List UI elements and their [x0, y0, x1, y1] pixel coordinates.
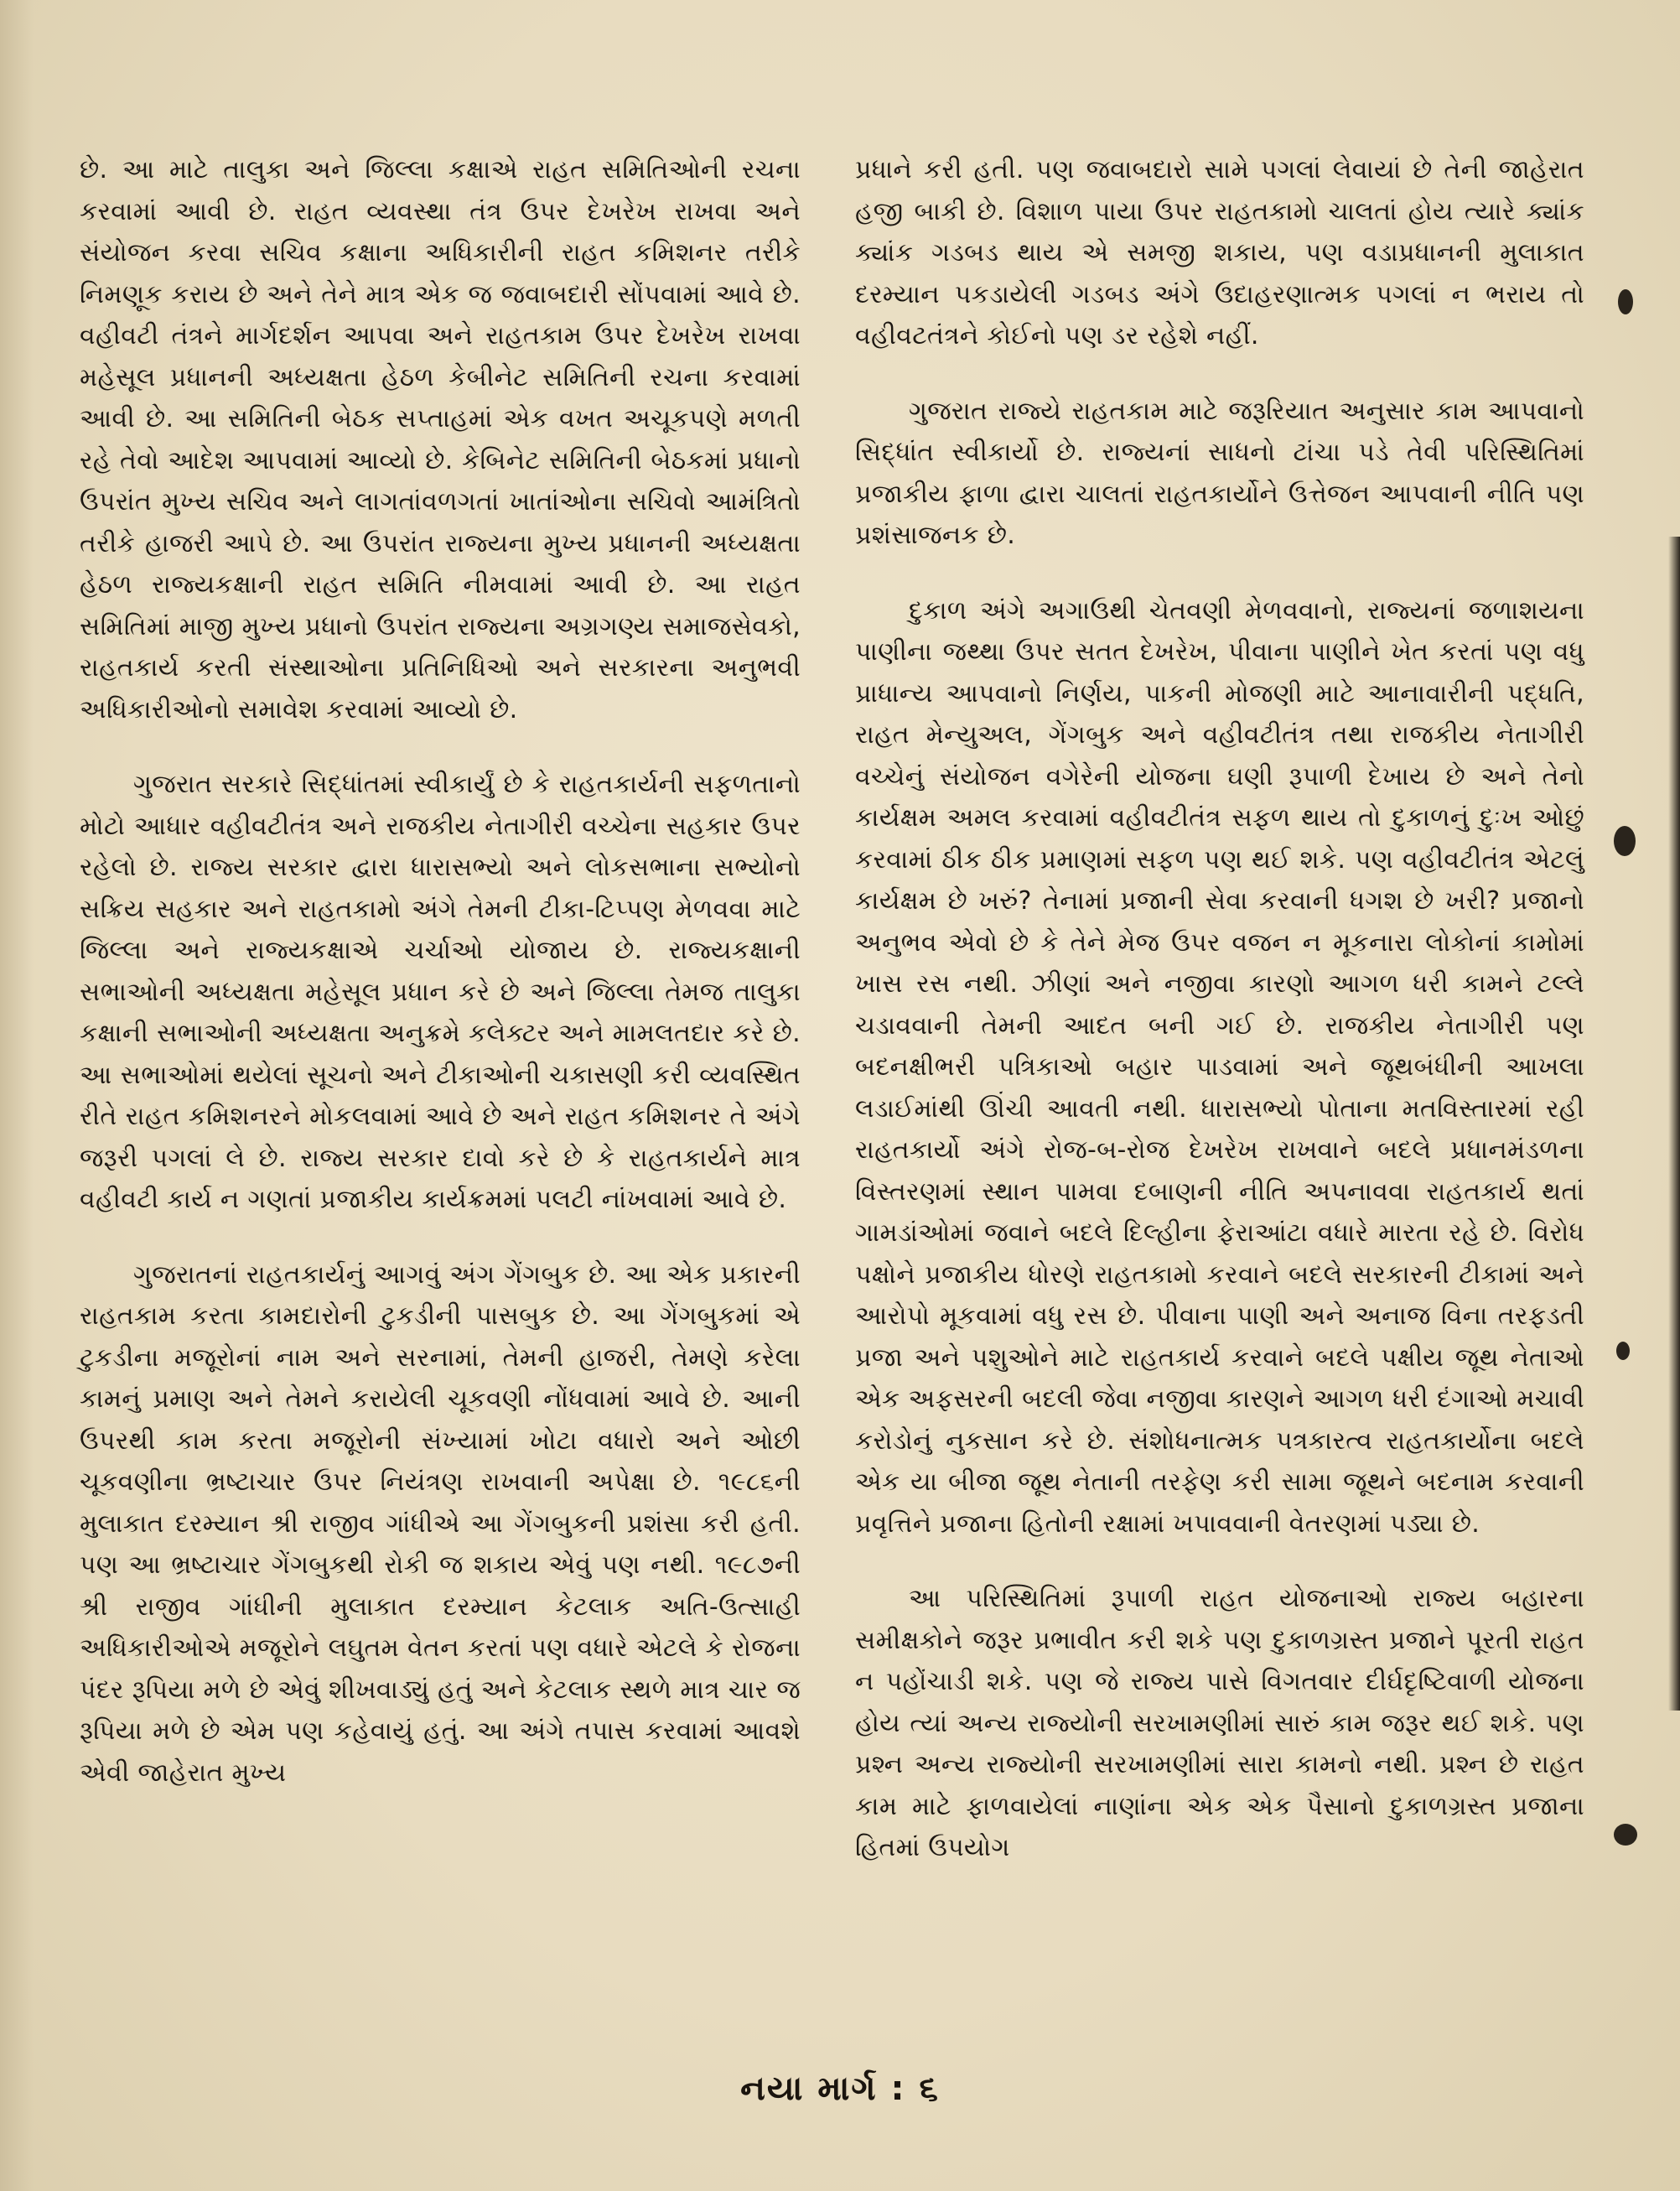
paragraph: છે. આ માટે તાલુકા અને જિલ્લા કક્ષાએ રાહત સમિતિઓની રચના કરવામાં આવી છે. રાહત વ્યવસ્થા તંત્ર ઉપર દેખરેખ રાખવા અને સંયોજન કરવા સચિવ કક્ષાના અધિકારીની રાહત કમિશનર તરીકે નિમણૂક કરાય છે અને તેને માત્ર એક જ જવાબદારી સોંપવામાં આવે છે. વહીવટી તંત્રને માર્ગદર્શન આપવા અને રાહતકામ ઉપર દેખરેખ રાખવા મહેસૂલ પ્રધાનની અધ્યક્ષતા હેઠળ કેબીનેટ સમિતિની રચના કરવામાં આવી છે. આ સમિતિની બેઠક સપ્તાહમાં એક વખત અચૂકપણે મળતી રહે તેવો આદેશ આપવામાં આવ્યો છે. કેબિનેટ સમિતિની બેઠકમાં પ્રધાનો ઉપરાંત મુખ્ય સચિવ અને લાગતાંવળગતાં ખાતાંઓના સચિવો આમંત્રિતો તરીકે હાજરી આપે છે. આ ઉપરાંત રાજ્યના મુખ્ય પ્રધાનની અધ્યક્ષતા હેઠળ રાજ્યકક્ષાની રાહત સમિતિ નીમવામાં આવી છે. આ રાહત સમિતિમાં માજી મુખ્ય પ્રધાનો ઉપરાંત રાજ્યના અગ્રગણ્ય સમાજસેવકો, રાહતકાર્ય કરતી સંસ્થાઓના પ્રતિનિધિઓ અને સરકારના અનુભવી અધિકારીઓનો સમાવેશ કરવામાં આવ્યો છે. — [80, 155, 801, 724]
left-text-column — [80, 149, 801, 1827]
page-gutter-shadow — [0, 0, 34, 2191]
paragraph: ગુજરાત સરકારે સિદ્ધાંતમાં સ્વીકાર્યું છે કે રાહતકાર્યની સફળતાનો મોટો આધાર વહીવટીતંત્ર અને રાજકીય નેતાગીરી વચ્ચેના સહકાર ઉપર રહેલો છે. રાજ્ય સરકાર દ્વારા ધારાસભ્યો અને લોકસભાના સભ્યોનો સક્રિય સહકાર અને રાહતકામો અંગે તેમની ટીકા-ટિપ્પણ મેળવવા માટે જિલ્લા અને રાજ્યકક્ષાએ ચર્ચાઓ યોજાય છે. રાજ્યકક્ષાની સભાઓની અધ્યક્ષતા મહેસૂલ પ્રધાન કરે છે અને જિલ્લા તેમજ તાલુકા કક્ષાની સભાઓની અધ્યક્ષતા અનુક્રમે કલેક્ટર અને મામલતદાર કરે છે. આ સભાઓમાં થયેલાં સૂચનો અને ટીકાઓની ચકાસણી કરી વ્યવસ્થિત રીતે રાહત કમિશનરને મોકલવામાં આવે છે અને રાહત કમિશનર તે અંગે જરૂરી પગલાં લે છે. રાજ્ય સરકાર દાવો કરે છે કે રાહતકાર્યને માત્ર વહીવટી કાર્ય ન ગણતાં પ્રજાકીય કાર્યક્રમમાં પલટી નાંખવામાં આવે છે. — [80, 770, 801, 1214]
paragraph: દુકાળ અંગે અગાઉથી ચેતવણી મેળવવાનો, રાજ્યનાં જળાશયના પાણીના જથ્થા ઉપર સતત દેખરેખ, પીવાના પાણીને ખેત કરતાં પણ વધુ પ્રાધાન્ય આપવાનો નિર્ણય, પાકની મોજણી માટે આનાવારીની પદ્ધતિ, રાહત મેન્યુઅલ, ગેંગબુક અને વહીવટીતંત્ર તથા રાજકીય નેતાગીરી વચ્ચેનું સંયોજન વગેરેની યોજના ઘણી રૂપાળી દેખાય છે અને તેનો કાર્યક્ષમ અમલ કરવામાં વહીવટીતંત્ર સફળ થાય તો દુકાળનું દુઃખ ઓછું કરવામાં ઠીક ઠીક પ્રમાણમાં સફળ પણ થઈ શકે. પણ વહીવટીતંત્ર એટલું કાર્યક્ષમ છે ખરું? તેનામાં પ્રજાની સેવા કરવાની ધગશ છે ખરી? પ્રજાનો અનુભવ એવો છે કે તેને મેજ ઉપર વજન ન મૂકનારા લોકોનાં કામોમાં ખાસ રસ નથી. ઝીણાં અને નજીવા કારણો આગળ ધરી કામને ટલ્લે ચડાવવાની તેમની આદત બની ગઈ છે. રાજકીય નેતાગીરી પણ બદનક્ષીભરી પત્રિકાઓ બહાર પાડવામાં અને જૂથબંધીની આખલા લડાઈમાંથી ઊંચી આવતી નથી. ધારાસભ્યો પોતાના મતવિસ્તારમાં રહી રાહતકાર્યો અંગે રોજ-બ-રોજ દેખરેખ રાખવાને બદલે પ્રધાનમંડળના વિસ્તરણમાં સ્થાન પામવા દબાણની નીતિ અપનાવવા રાહતકાર્ય થતાં ગામડાંઓમાં જવાને બદલે દિલ્હીના ફેરાઆંટા વધારે મારતા રહે છે. વિરોધ પક્ષોને પ્રજાકીય ધોરણે રાહતકામો કરવાને બદલે સરકારની ટીકામાં અને આરોપો મૂકવામાં વધુ રસ છે. પીવાના પાણી અને અનાજ વિના તરફડતી પ્રજા અને પશુઓને માટે રાહતકાર્ય કરવાને બદલે પક્ષીય જૂથ નેતાઓ એક અફસરની બદલી જેવા નજીવા કારણને આગળ ધરી દંગાઓ મચાવી કરોડોનું નુકસાન કરે છે. સંશોધનાત્મક પત્રકારત્વ રાહતકાર્યોના બદલે એક યા બીજા જૂથ નેતાની તરફેણ કરી સામા જૂથને બદનામ કરવાની પ્રવૃત્તિને પ્રજાના હિતોની રક્ષામાં ખપાવવાની વેતરણમાં પડ્યા છે. — [855, 595, 1584, 1539]
paper-tear-mark — [1618, 289, 1633, 314]
paragraph: ગુજરાત રાજ્યે રાહતકામ માટે જરૂરિયાત અનુસાર કામ આપવાનો સિદ્ધાંત સ્વીકાર્યો છે. રાજ્યનાં સાધનો ટાંચા પડે તેવી પરિસ્થિતિમાં પ્રજાકીય ફાળા દ્વારા ચાલતાં રાહતકાર્યોને ઉત્તેજન આપવાની નીતિ પણ પ્રશંસાજનક છે. — [855, 396, 1584, 550]
page-torn-edge — [1668, 537, 1680, 1711]
page-footer: નયા માર્ગ : ૬ — [740, 2069, 940, 2108]
paper-tear-mark — [1614, 826, 1636, 856]
paragraph: આ પરિસ્થિતિમાં રૂપાળી રાહત યોજનાઓ રાજ્ય બહારના સમીક્ષકોને જરૂર પ્રભાવીત કરી શકે પણ દુકાળગ્રસ્ત પ્રજાને પૂરતી રાહત ન પહોંચાડી શકે. પણ જે રાજ્ય પાસે વિગતવાર દીર્ઘદૃષ્ટિવાળી યોજના હોય ત્યાં અન્ય રાજ્યોની સરખામણીમાં સારું કામ જરૂર થઈ શકે. પણ પ્રશ્ન અન્ય રાજ્યોની સરખામણીમાં સારા કામનો નથી. પ્રશ્ન છે રાહત કામ માટે ફાળવાયેલાં નાણાંના એક એક પૈસાનો દુકાળગ્રસ્ત પ્રજાના હિતમાં ઉપયોગ — [855, 1584, 1584, 1862]
paper-tear-mark — [1616, 1342, 1630, 1360]
paragraph: ગુજરાતનાં રાહતકાર્યનું આગવું અંગ ગેંગબુક છે. આ એક પ્રકારની રાહતકામ કરતા કામદારોની ટુકડીની પાસબુક છે. આ ગેંગબુકમાં એ ટુકડીના મજૂરોનાં નામ અને સરનામાં, તેમની હાજરી, તેમણે કરેલા કામનું પ્રમાણ અને તેમને કરાયેલી ચૂકવણી નોંધવામાં આવે છે. આની ઉપરથી કામ કરતા મજૂરોની સંખ્યામાં ખોટા વધારો અને ઓછી ચૂકવણીના ભ્રષ્ટાચાર ઉપર નિયંત્રણ રાખવાની અપેક્ષા છે. ૧૯૮૬ની મુલાકાત દરમ્યાન શ્રી રાજીવ ગાંધીએ આ ગેંગબુકની પ્રશંસા કરી હતી. પણ આ ભ્રષ્ટાચાર ગેંગબુકથી રોકી જ શકાય એવું પણ નથી. ૧૯૮૭ની શ્રી રાજીવ ગાંધીની મુલાકાત દરમ્યાન કેટલાક અતિ-ઉત્સાહી અધિકારીઓએ મજૂરોને લઘુતમ વેતન કરતાં પણ વધારે એટલે કે રોજના પંદર રૂપિયા મળે છે એવું શીખવાડ્યું હતું અને કેટલાક સ્થળે માત્ર ચાર જ રૂપિયા મળે છે એમ પણ કહેવાયું હતું. આ અંગે તપાસ કરવામાં આવશે એવી જાહેરાત મુખ્ય — [80, 1259, 801, 1788]
paper-tear-mark — [1614, 1824, 1637, 1846]
right-text-column — [855, 149, 1584, 1903]
paragraph: પ્રધાને કરી હતી. પણ જવાબદારો સામે પગલાં લેવાયાં છે તેની જાહેરાત હજી બાકી છે. વિશાળ પાયા ઉપર રાહતકામો ચાલતાં હોય ત્યારે ક્યાંક ક્યાંક ગડબડ થાય એ સમજી શકાય, પણ વડાપ્રધાનની મુલાકાત દરમ્યાન પકડાયેલી ગડબડ અંગે ઉદાહરણાત્મક પગલાં ન ભરાય તો વહીવટતંત્રને કોઈનો પણ ડર રહેશે નહીં. — [855, 155, 1584, 350]
